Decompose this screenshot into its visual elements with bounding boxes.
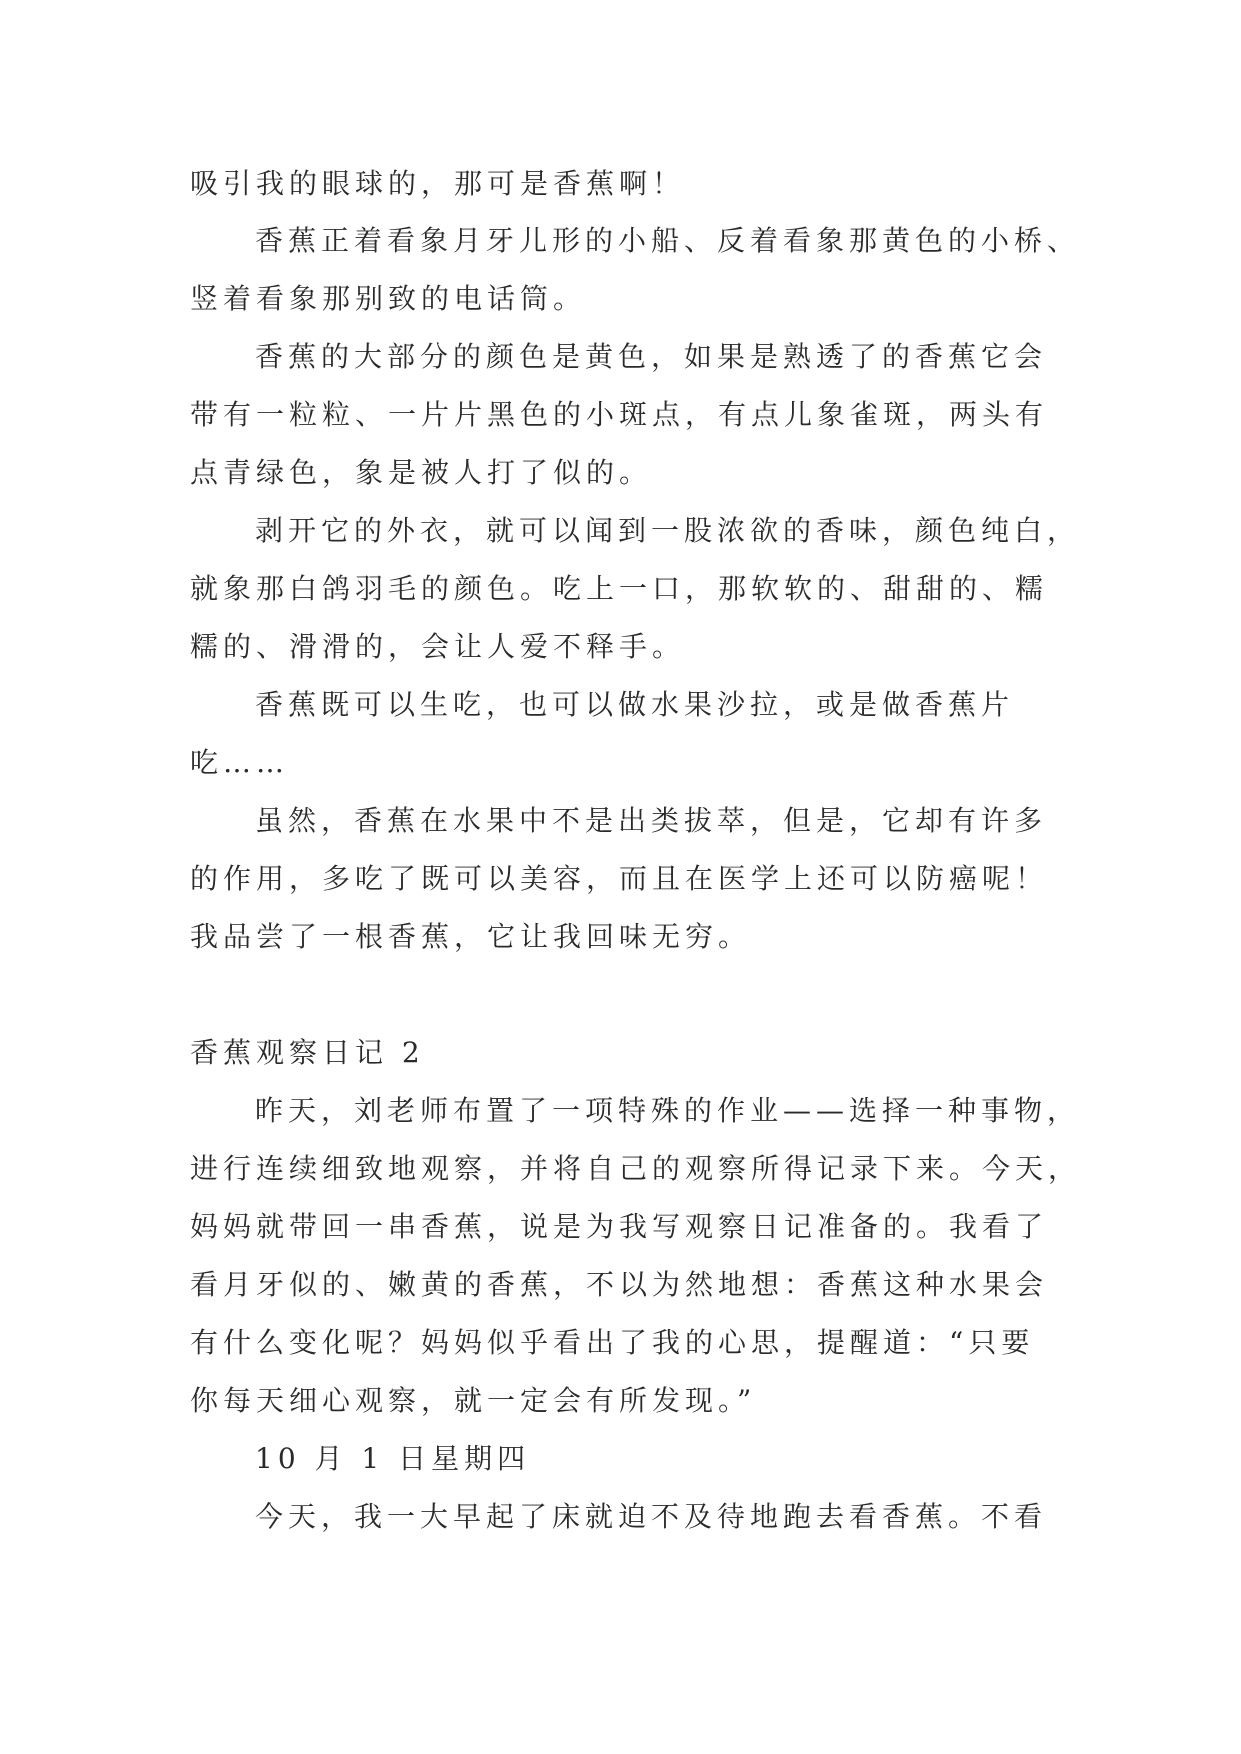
- text-line: 今天，我一大早起了床就迫不及待地跑去看香蕉。不看: [255, 1500, 1048, 1533]
- text-line: 有什么变化呢？妈妈似乎看出了我的心思，提醒道：“只要: [190, 1326, 1035, 1359]
- text-line: 香蕉正着看象月牙儿形的小船、反着看象那黄色的小桥、: [255, 224, 1081, 257]
- text-line: 昨天，刘老师布置了一项特殊的作业——选择一种事物，: [255, 1094, 1081, 1127]
- text-line: 糯的、滑滑的，会让人爱不释手。: [190, 630, 686, 663]
- text-line: 吃……: [190, 746, 290, 779]
- text-line: 我品尝了一根香蕉，它让我回味无穷。: [190, 920, 752, 953]
- diary-date: 10 月 1 日星期四: [255, 1442, 531, 1475]
- text-line: 竖着看象那别致的电话筒。: [190, 282, 587, 315]
- text-line: 就象那白鸽羽毛的颜色。吃上一口，那软软的、甜甜的、糯: [190, 572, 1049, 605]
- text-line: 带有一粒粒、一片片黑色的小斑点，有点儿象雀斑，两头有: [190, 398, 1049, 431]
- text-line: 剥开它的外衣，就可以闻到一股浓欲的香味，颜色纯白，: [255, 514, 1081, 547]
- text-line: 你每天细心观察，就一定会有所发现。”: [190, 1384, 757, 1417]
- text-line: 的作用，多吃了既可以美容，而且在医学上还可以防癌呢！: [190, 862, 1049, 895]
- text-line: 进行连续细致地观察，并将自己的观察所得记录下来。今天，: [190, 1152, 1082, 1185]
- text-line: 虽然，香蕉在水果中不是出类拔萃，但是，它却有许多: [255, 804, 1048, 837]
- section-heading: 香蕉观察日记 2: [190, 1036, 425, 1069]
- text-line: 看月牙似的、嫩黄的香蕉，不以为然地想：香蕉这种水果会: [190, 1268, 1049, 1301]
- text-line: 吸引我的眼球的，那可是香蕉啊！: [190, 167, 686, 200]
- text-line: 点青绿色，象是被人打了似的。: [190, 456, 653, 489]
- text-line: 妈妈就带回一串香蕉，说是为我写观察日记准备的。我看了: [190, 1210, 1049, 1243]
- text-line: 香蕉的大部分的颜色是黄色，如果是熟透了的香蕉它会: [255, 340, 1048, 373]
- text-line: 香蕉既可以生吃，也可以做水果沙拉，或是做香蕉片: [255, 688, 1015, 721]
